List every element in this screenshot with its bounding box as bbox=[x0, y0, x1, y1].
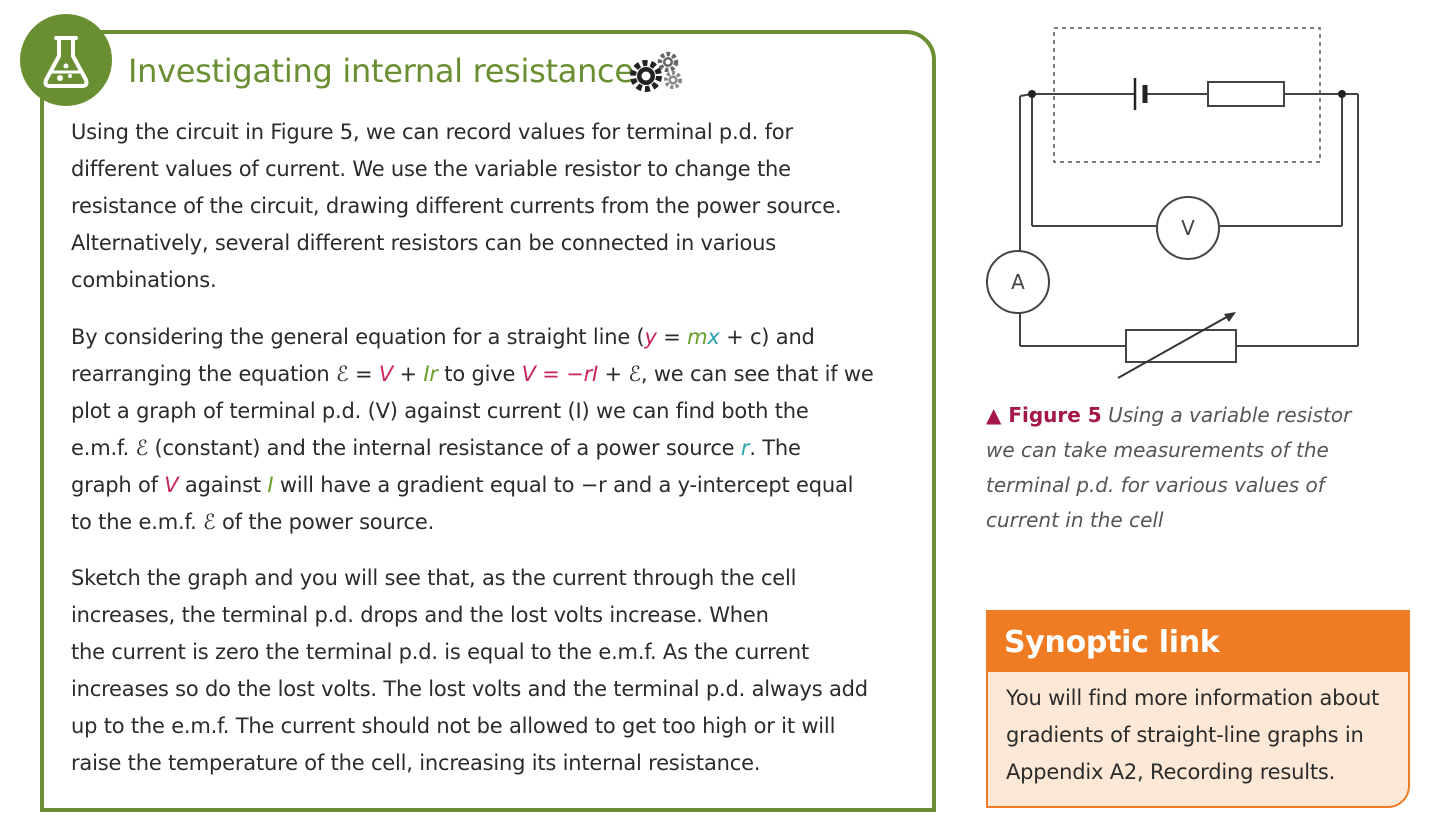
caption-text: Using a variable resistor bbox=[1108, 403, 1352, 427]
text-line: increases so do the lost volts. The lost volts and the terminal p.d. always add bbox=[71, 677, 868, 701]
text-line: up to the e.m.f. The current should not be allowed to get too high or it will bbox=[71, 714, 836, 738]
caption-line: current in the cell bbox=[986, 508, 1164, 532]
practical-title: Investigating internal resistance bbox=[128, 52, 634, 90]
practical-badge bbox=[20, 14, 112, 106]
eq-m: m bbox=[687, 325, 708, 349]
text-line: combinations. bbox=[71, 268, 217, 292]
synoptic-line: Appendix A2, Recording results. bbox=[1006, 760, 1336, 784]
variable-resistor bbox=[1126, 330, 1236, 362]
text-line: different values of current. We use the variable resistor to change the bbox=[71, 157, 791, 181]
text-run: against bbox=[178, 473, 268, 497]
ammeter-label: A bbox=[1011, 270, 1025, 294]
eq-x: x bbox=[707, 325, 720, 349]
text-line: Sketch the graph and you will see that, as the current through the cell bbox=[71, 566, 797, 590]
gears-icon bbox=[626, 44, 690, 100]
cell-symbol bbox=[1135, 78, 1145, 110]
caption-line bbox=[986, 398, 1406, 433]
synoptic-line: gradients of straight-line graphs in bbox=[1006, 723, 1364, 747]
eq-V3: V bbox=[164, 473, 179, 497]
text-run: + c) and bbox=[719, 325, 815, 349]
synoptic-body bbox=[988, 672, 1408, 791]
figure-label: ▲ Figure 5 bbox=[986, 403, 1102, 427]
text-line: raise the temperature of the cell, increasing its internal resistance. bbox=[71, 751, 761, 775]
text-run: will have a gradient equal to −r and a y-intercept equal bbox=[273, 473, 854, 497]
synoptic-link-box bbox=[986, 610, 1410, 808]
caption-line: we can take measurements of the bbox=[986, 438, 1329, 462]
text-run: graph of bbox=[71, 473, 165, 497]
text-run: + ℰ, we can see that if we bbox=[598, 362, 874, 386]
synoptic-heading: Synoptic link bbox=[988, 612, 1408, 672]
text-run: = bbox=[656, 325, 688, 349]
text-line bbox=[71, 467, 911, 504]
eq-r: r bbox=[740, 436, 750, 460]
paragraph-graph bbox=[71, 560, 911, 782]
text-line: increases, the terminal p.d. drops and the lost volts increase. When bbox=[71, 603, 769, 627]
circuit-diagram bbox=[980, 22, 1380, 392]
text-line: to the e.m.f. ℰ of the power source. bbox=[71, 510, 435, 534]
figure-caption bbox=[986, 398, 1406, 538]
text-run: + bbox=[393, 362, 424, 386]
text-line bbox=[71, 319, 911, 356]
eq-Ir: Ir bbox=[423, 362, 438, 386]
text-run: . The bbox=[749, 436, 801, 460]
text-run: rearranging the equation ℰ = bbox=[71, 362, 379, 386]
text-line: plot a graph of terminal p.d. (V) against current (I) we can find both the bbox=[71, 399, 809, 423]
eq-I: I bbox=[267, 473, 274, 497]
synoptic-line: You will find more information about bbox=[1006, 686, 1380, 710]
text-line: Alternatively, several different resistors can be connected in various bbox=[71, 231, 777, 255]
text-line: resistance of the circuit, drawing different currents from the power source. bbox=[71, 194, 842, 218]
flask-icon bbox=[20, 14, 112, 106]
text-run: e.m.f. ℰ (constant) and the internal resistance of a power source bbox=[71, 436, 741, 460]
eq-y: y bbox=[644, 325, 657, 349]
eq-V: V bbox=[378, 362, 394, 386]
eq-rI: rI bbox=[583, 362, 599, 386]
text-line: the current is zero the terminal p.d. is equal to the e.m.f. As the current bbox=[71, 640, 809, 664]
text-line bbox=[71, 356, 911, 393]
voltmeter-label: V bbox=[1181, 216, 1195, 240]
paragraph-method bbox=[71, 114, 911, 299]
eq-minus: = − bbox=[535, 362, 584, 386]
internal-resistor bbox=[1208, 82, 1284, 106]
eq-V2: V bbox=[521, 362, 536, 386]
text-run: By considering the general equation for a straight line ( bbox=[71, 325, 645, 349]
paragraph-equation bbox=[71, 319, 911, 541]
caption-line: terminal p.d. for various values of bbox=[986, 473, 1325, 497]
text-line bbox=[71, 430, 911, 467]
text-run: to give bbox=[437, 362, 522, 386]
text-line: Using the circuit in Figure 5, we can record values for terminal p.d. for bbox=[71, 120, 793, 144]
